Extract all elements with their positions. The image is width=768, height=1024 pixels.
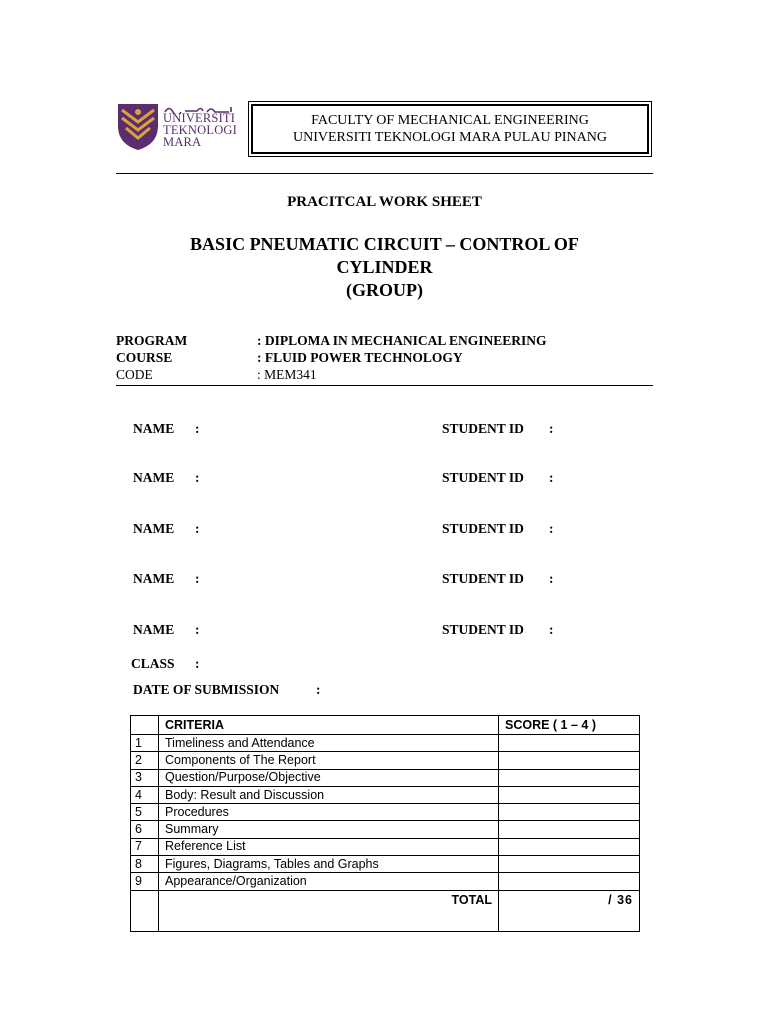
main-title-line1: BASIC PNEUMATIC CIRCUIT – CONTROL OF [190,234,579,254]
table-row [131,838,640,855]
worksheet-title: PRACITCAL WORK SHEET [287,194,482,210]
student-id-colon: : [549,470,554,485]
row-criteria: Figures, Diagrams, Tables and Graphs [159,856,499,873]
class-colon: : [195,656,200,671]
logo-jawi-script [163,101,235,111]
student-id-colon: : [549,421,554,436]
header-score: SCORE ( 1 – 4 ) [499,716,640,735]
criteria-table [130,715,640,932]
header-divider [116,173,653,174]
name-label: NAME [133,521,175,536]
row-number: 1 [131,735,159,752]
table-row [131,856,640,873]
total-label: TOTAL [159,890,499,931]
program-value: : DIPLOMA IN MECHANICAL ENGINEERING [257,333,547,348]
table-row [131,873,640,890]
row-number: 4 [131,786,159,803]
date-of-submission-colon: : [316,682,321,697]
uitm-crest-icon [114,100,162,152]
student-id-label: STUDENT ID [442,421,524,436]
row-number: 3 [131,769,159,786]
name-label: NAME [133,622,175,637]
name-colon: : [195,571,200,586]
row-criteria: Procedures [159,804,499,821]
score-cell[interactable] [499,769,640,786]
student-id-label: STUDENT ID [442,521,524,536]
row-number: 8 [131,856,159,873]
course-value: : FLUID POWER TECHNOLOGY [257,350,463,365]
student-id-colon: : [549,571,554,586]
name-colon: : [195,470,200,485]
score-cell[interactable] [499,735,640,752]
course-label: COURSE [116,350,173,365]
table-total-row [131,890,640,931]
code-value: : MEM341 [257,367,317,382]
code-label: CODE [116,367,153,382]
class-label: CLASS [131,656,175,671]
score-cell[interactable] [499,804,640,821]
faculty-name: FACULTY OF MECHANICAL ENGINEERING [311,113,589,128]
score-cell[interactable] [499,838,640,855]
logo-text-line3: MARA [163,135,202,149]
table-row [131,752,640,769]
name-label: NAME [133,470,175,485]
table-row [131,786,640,803]
row-criteria: Question/Purpose/Objective [159,769,499,786]
table-row [131,821,640,838]
date-of-submission-label: DATE OF SUBMISSION [133,682,280,697]
table-row [131,735,640,752]
table-row [131,769,640,786]
name-colon: : [195,421,200,436]
row-number: 9 [131,873,159,890]
row-criteria: Components of The Report [159,752,499,769]
row-criteria: Appearance/Organization [159,873,499,890]
student-id-colon: : [549,622,554,637]
score-cell[interactable] [499,873,640,890]
table-header-row [131,716,640,735]
row-number: 5 [131,804,159,821]
university-name: UNIVERSITI TEKNOLOGI MARA PULAU PINANG [293,130,607,145]
student-id-label: STUDENT ID [442,470,524,485]
header-criteria: CRITERIA [159,716,499,735]
faculty-box [248,101,652,157]
main-title-line2: CYLINDER [336,257,433,277]
main-title-line3: (GROUP) [346,280,423,300]
row-criteria: Reference List [159,838,499,855]
row-criteria: Timeliness and Attendance [159,735,499,752]
score-cell[interactable] [499,786,640,803]
score-cell[interactable] [499,821,640,838]
row-number: 6 [131,821,159,838]
table-row [131,804,640,821]
name-colon: : [195,521,200,536]
score-cell[interactable] [499,856,640,873]
student-id-label: STUDENT ID [442,571,524,586]
logo-text-line1: UNIVERSITI [163,111,236,125]
student-id-colon: : [549,521,554,536]
program-divider [116,385,653,386]
row-number: 2 [131,752,159,769]
row-number: 7 [131,838,159,855]
logo-text-line2: TEKNOLOGI [163,123,238,137]
header-number-cell [131,716,159,735]
score-cell[interactable] [499,752,640,769]
row-criteria: Summary [159,821,499,838]
row-criteria: Body: Result and Discussion [159,786,499,803]
total-number-cell [131,890,159,931]
name-label: NAME [133,571,175,586]
name-colon: : [195,622,200,637]
total-score: / 36 [499,890,640,931]
uitm-logo [114,100,238,152]
program-label: PROGRAM [116,333,188,348]
name-label: NAME [133,421,175,436]
student-id-label: STUDENT ID [442,622,524,637]
